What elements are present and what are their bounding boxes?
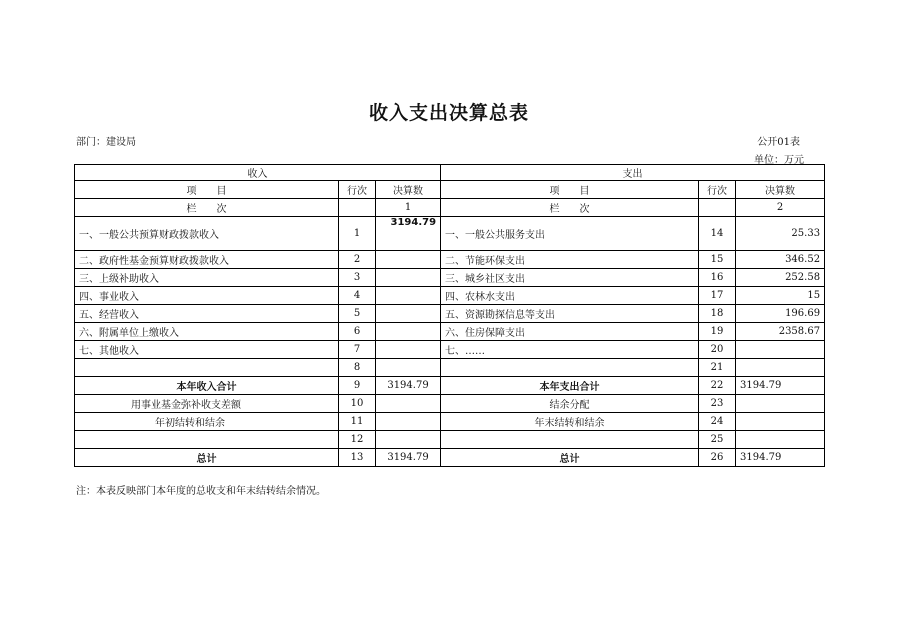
expense-col-number: 2: [736, 199, 825, 217]
table-row: [75, 431, 825, 449]
income-line: 8: [339, 359, 376, 377]
expense-end-balance-line: 24: [699, 413, 736, 431]
expense-amount: 252.58: [736, 269, 825, 287]
expense-item: [441, 359, 699, 377]
expense-amount-header: 决算数: [736, 181, 825, 199]
expense-allocation-line: 23: [699, 395, 736, 413]
expense-line: 14: [699, 217, 736, 251]
income-blank-item: [75, 431, 339, 449]
section-header-row: [75, 165, 825, 181]
table-row: [75, 359, 825, 377]
income-item: 六、附属单位上缴收入: [75, 323, 339, 341]
table-row: [75, 269, 825, 287]
expense-section-header: 支出: [441, 165, 825, 181]
income-line-header: 行次: [339, 181, 376, 199]
expense-blank-line: 25: [699, 431, 736, 449]
expense-blank-amount: [736, 431, 825, 449]
expense-amount: [736, 341, 825, 359]
expense-grand-total-label: 总计: [441, 449, 699, 467]
income-blank-amount: [376, 431, 441, 449]
expense-end-balance-label: 年末结转和结余: [441, 413, 699, 431]
expense-item: 一、一般公共服务支出: [441, 217, 699, 251]
expense-line: 16: [699, 269, 736, 287]
table-row: [75, 251, 825, 269]
income-year-total-line: 9: [339, 377, 376, 395]
expense-amount: 15: [736, 287, 825, 305]
income-amount-header: 决算数: [376, 181, 441, 199]
expense-blank-item: [441, 431, 699, 449]
income-amount: [376, 359, 441, 377]
expense-item: 五、资源勘探信息等支出: [441, 305, 699, 323]
expense-line: 21: [699, 359, 736, 377]
income-begin-balance-amount: [376, 413, 441, 431]
expense-line: 19: [699, 323, 736, 341]
income-amount: [376, 269, 441, 287]
income-amount: [376, 287, 441, 305]
expense-year-total-amount: 3194.79: [736, 377, 825, 395]
expense-amount: [736, 359, 825, 377]
table-row: [75, 341, 825, 359]
income-fund-label: 用事业基金弥补收支差额: [75, 395, 339, 413]
income-item: 一、一般公共预算财政拨款收入: [75, 217, 339, 251]
table-row: [75, 217, 825, 251]
income-amount: 3194.79: [376, 217, 441, 251]
income-line: 4: [339, 287, 376, 305]
income-col-number: 1: [376, 199, 441, 217]
income-amount: [376, 341, 441, 359]
unit-label: 单位：万元: [754, 155, 804, 166]
expense-amount: 346.52: [736, 251, 825, 269]
income-begin-balance-label: 年初结转和结余: [75, 413, 339, 431]
income-line: 6: [339, 323, 376, 341]
income-year-total-amount: 3194.79: [376, 377, 441, 395]
expense-year-total-label: 本年支出合计: [441, 377, 699, 395]
expense-grand-total-amount: 3194.79: [736, 449, 825, 467]
income-blank-line: 12: [339, 431, 376, 449]
expense-year-total-line: 22: [699, 377, 736, 395]
expense-item: 三、城乡社区支出: [441, 269, 699, 287]
income-line: 1: [339, 217, 376, 251]
expense-grand-total-line: 26: [699, 449, 736, 467]
expense-item: 四、农林水支出: [441, 287, 699, 305]
income-amount: [376, 305, 441, 323]
income-line: 7: [339, 341, 376, 359]
expense-col-label: 栏 次: [441, 199, 699, 217]
expense-line: 15: [699, 251, 736, 269]
expense-item-header: 项 目: [441, 181, 699, 199]
column-header-row: [75, 181, 825, 199]
expense-line: 18: [699, 305, 736, 323]
expense-amount: 196.69: [736, 305, 825, 323]
income-item: [75, 359, 339, 377]
expense-col-line-blank: [699, 199, 736, 217]
income-item: 五、经营收入: [75, 305, 339, 323]
income-item-header: 项 目: [75, 181, 339, 199]
expense-line-header: 行次: [699, 181, 736, 199]
year-total-row: [75, 377, 825, 395]
expense-item: 六、住房保障支出: [441, 323, 699, 341]
income-expense-table: [74, 164, 825, 467]
grand-total-row: [75, 449, 825, 467]
income-item: 四、事业收入: [75, 287, 339, 305]
income-grand-total-amount: 3194.79: [376, 449, 441, 467]
column-index-row: [75, 199, 825, 217]
income-amount: [376, 251, 441, 269]
expense-end-balance-amount: [736, 413, 825, 431]
department-label: 部门：建设局: [76, 137, 136, 148]
income-line: 2: [339, 251, 376, 269]
income-line: 3: [339, 269, 376, 287]
income-grand-total-line: 13: [339, 449, 376, 467]
income-col-label: 栏 次: [75, 199, 339, 217]
income-item: 二、政府性基金预算财政拨款收入: [75, 251, 339, 269]
income-col-line-blank: [339, 199, 376, 217]
table-row: [75, 287, 825, 305]
income-line: 5: [339, 305, 376, 323]
table-row: [75, 323, 825, 341]
income-amount: [376, 323, 441, 341]
income-grand-total-label: 总计: [75, 449, 339, 467]
income-begin-balance-line: 11: [339, 413, 376, 431]
expense-line: 17: [699, 287, 736, 305]
income-section-header: 收入: [75, 165, 441, 181]
income-fund-line: 10: [339, 395, 376, 413]
expense-amount: 2358.67: [736, 323, 825, 341]
income-fund-amount: [376, 395, 441, 413]
income-year-total-label: 本年收入合计: [75, 377, 339, 395]
table-row: [75, 413, 825, 431]
table-row: [75, 305, 825, 323]
expense-line: 20: [699, 341, 736, 359]
income-item: 三、上级补助收入: [75, 269, 339, 287]
income-item: 七、其他收入: [75, 341, 339, 359]
table-row: [75, 395, 825, 413]
expense-allocation-amount: [736, 395, 825, 413]
form-number: 公开01表: [757, 137, 800, 148]
footnote: 注：本表反映部门本年度的总收支和年末结转结余情况。: [76, 486, 326, 497]
expense-item: 二、节能环保支出: [441, 251, 699, 269]
expense-item: 七、……: [441, 341, 699, 359]
page-title: 收入支出决算总表: [368, 102, 529, 124]
expense-amount: 25.33: [736, 217, 825, 251]
expense-allocation-label: 结余分配: [441, 395, 699, 413]
